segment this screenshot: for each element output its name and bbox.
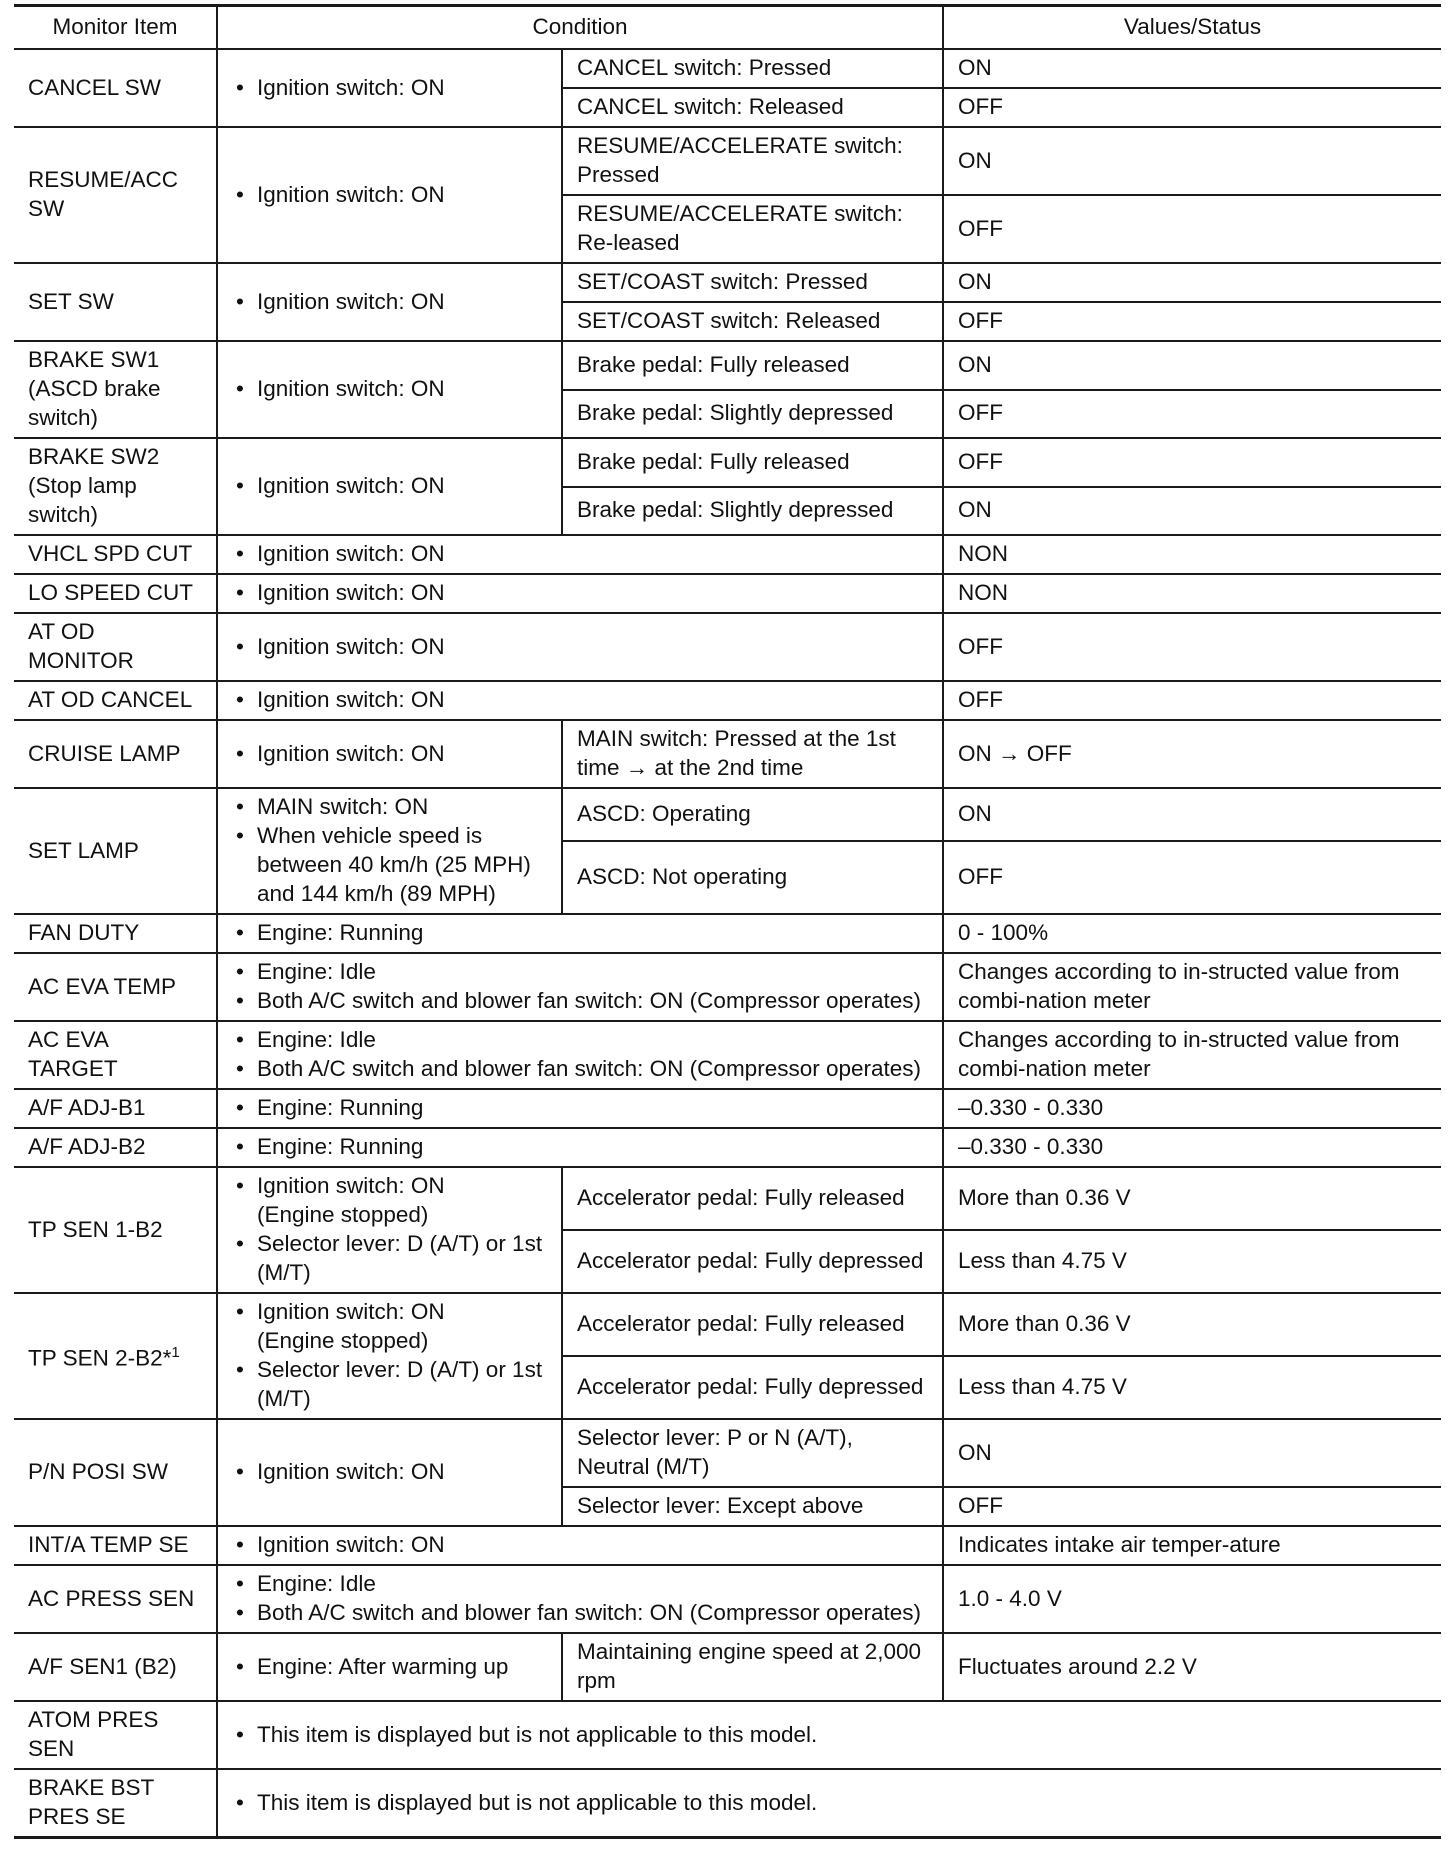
sub-condition-cell: Brake pedal: Fully released [562, 438, 943, 487]
value-cell: OFF [943, 195, 1441, 263]
monitor-item-cell: LO SPEED CUT [14, 574, 217, 613]
condition-cell [217, 788, 562, 914]
value-cell: Changes according to in-structed value from combi-nation meter [943, 953, 1441, 1021]
condition-bullet: • MAIN switch: ON [232, 792, 547, 821]
sub-condition-cell: Accelerator pedal: Fully released [562, 1293, 943, 1356]
header-row [14, 6, 1441, 50]
value-cell: OFF [943, 438, 1441, 487]
monitor-item-cell [14, 1293, 217, 1419]
table-row [14, 681, 1441, 720]
sub-condition-cell: Accelerator pedal: Fully depressed [562, 1230, 943, 1293]
value-cell: OFF [943, 613, 1441, 681]
value-cell: ON [943, 788, 1441, 841]
monitor-item-cell: AC EVA TARGET [14, 1021, 217, 1089]
condition-bullet: • Ignition switch: ON [232, 180, 547, 209]
condition-bullet: • Engine: Running [232, 918, 928, 947]
value-cell: Less than 4.75 V [943, 1230, 1441, 1293]
value-cell: OFF [943, 1487, 1441, 1526]
monitor-item-cell: A/F SEN1 (B2) [14, 1633, 217, 1701]
monitor-item-cell: INT/A TEMP SE [14, 1526, 217, 1565]
value-cell: More than 0.36 V [943, 1293, 1441, 1356]
sub-condition-cell: Selector lever: Except above [562, 1487, 943, 1526]
table-row [14, 1419, 1441, 1487]
value-cell: NON [943, 535, 1441, 574]
condition-line: • Ignition switch: ON [257, 1299, 445, 1324]
sub-condition-cell: MAIN switch: Pressed at the 1st time → at the 2nd time [562, 720, 943, 788]
monitor-item-cell: AC EVA TEMP [14, 953, 217, 1021]
item-label: TP SEN 2-B2* [28, 1345, 172, 1371]
condition-cell [217, 535, 943, 574]
table-row [14, 1701, 1441, 1769]
header-condition: Condition [217, 6, 943, 50]
item-line: (ASCD brake switch) [28, 376, 161, 430]
condition-cell [217, 1526, 943, 1565]
value-cell: OFF [943, 302, 1441, 341]
header-values-status: Values/Status [943, 6, 1441, 50]
value-cell: OFF [943, 88, 1441, 127]
value-cell: ON [943, 263, 1441, 302]
condition-bullet: • Ignition switch: ON [232, 578, 928, 607]
condition-cell [217, 1293, 562, 1419]
table-row [14, 720, 1441, 788]
value-cell: 1.0 - 4.0 V [943, 1565, 1441, 1633]
condition-cell [217, 1419, 562, 1526]
value-cell: ON → OFF [943, 720, 1441, 788]
condition-bullet: • Both A/C switch and blower fan switch: ON (Compressor operates) [232, 1054, 928, 1083]
sub-condition-cell: Brake pedal: Fully released [562, 341, 943, 390]
monitor-item-cell: SET SW [14, 263, 217, 341]
item-line: BRAKE SW1 [28, 347, 160, 372]
sub-condition-cell: SET/COAST switch: Pressed [562, 263, 943, 302]
condition-bullet: • Engine: Idle [232, 1569, 928, 1598]
monitor-item-cell: AT OD MONITOR [14, 613, 217, 681]
table-row [14, 788, 1441, 841]
condition-cell [217, 1021, 943, 1089]
condition-bullet: • Engine: After warming up [232, 1652, 547, 1681]
sub-condition-cell: CANCEL switch: Pressed [562, 49, 943, 88]
monitor-item-cell: CRUISE LAMP [14, 720, 217, 788]
condition-bullet: • Selector lever: D (A/T) or 1st (M/T) [232, 1229, 547, 1287]
condition-cell [217, 720, 562, 788]
value-cell: Less than 4.75 V [943, 1356, 1441, 1419]
table-row [14, 535, 1441, 574]
condition-line: • Ignition switch: ON [257, 1173, 445, 1198]
condition-bullet [232, 1297, 547, 1355]
value-cell: ON [943, 341, 1441, 390]
sub-condition-cell: RESUME/ACCELERATE switch: Pressed [562, 127, 943, 195]
condition-cell [217, 613, 943, 681]
condition-bullet: • Engine: Running [232, 1093, 928, 1122]
sub-condition-cell: Maintaining engine speed at 2,000 rpm [562, 1633, 943, 1701]
monitor-item-cell: SET LAMP [14, 788, 217, 914]
condition-cell [217, 574, 943, 613]
table-row [14, 613, 1441, 681]
value-cell: ON [943, 1419, 1441, 1487]
condition-bullet: • Ignition switch: ON [232, 539, 928, 568]
sub-condition-cell: Accelerator pedal: Fully released [562, 1167, 943, 1230]
table-row [14, 1769, 1441, 1838]
sub-condition-cell: RESUME/ACCELERATE switch: Re-leased [562, 195, 943, 263]
condition-bullet: • Ignition switch: ON [232, 632, 928, 661]
value-cell: Fluctuates around 2.2 V [943, 1633, 1441, 1701]
condition-bullet: • Both A/C switch and blower fan switch: ON (Compressor operates) [232, 1598, 928, 1627]
condition-bullet: • Ignition switch: ON [232, 73, 547, 102]
sub-condition-cell: SET/COAST switch: Released [562, 302, 943, 341]
condition-cell [217, 1128, 943, 1167]
condition-cell [217, 681, 943, 720]
condition-bullet [232, 1171, 547, 1229]
condition-bullet: • Engine: Idle [232, 1025, 928, 1054]
condition-cell [217, 1633, 562, 1701]
table-row [14, 1293, 1441, 1356]
condition-cell [217, 341, 562, 438]
monitor-item-cell: FAN DUTY [14, 914, 217, 953]
monitor-item-cell [14, 341, 217, 438]
condition-cell [217, 1167, 562, 1293]
header-monitor-item: Monitor Item [14, 6, 217, 50]
table-row [14, 341, 1441, 390]
condition-bullet: • Ignition switch: ON [232, 1530, 928, 1559]
condition-bullet: • Engine: Running [232, 1132, 928, 1161]
footnote-marker: 1 [171, 1343, 180, 1361]
table-row [14, 1021, 1441, 1089]
condition-bullet: • Ignition switch: ON [232, 374, 547, 403]
value-cell: More than 0.36 V [943, 1167, 1441, 1230]
condition-bullet: • This item is displayed but is not applicable to this model. [232, 1788, 1427, 1817]
condition-bullet: • Engine: Idle [232, 957, 928, 986]
value-cell: OFF [943, 390, 1441, 439]
monitor-item-cell: CANCEL SW [14, 49, 217, 127]
monitor-item-cell: VHCL SPD CUT [14, 535, 217, 574]
condition-cell [217, 438, 562, 535]
monitor-item-table [14, 4, 1441, 1839]
sub-condition-cell: Brake pedal: Slightly depressed [562, 390, 943, 439]
sub-condition-cell: Selector lever: P or N (A/T), Neutral (M/T) [562, 1419, 943, 1487]
condition-bullet: • When vehicle speed is between 40 km/h (25 MPH) and 144 km/h (89 MPH) [232, 821, 547, 908]
value-cell: –0.330 - 0.330 [943, 1128, 1441, 1167]
condition-cell [217, 127, 562, 263]
table-row [14, 1565, 1441, 1633]
table-row [14, 914, 1441, 953]
condition-bullet: • Ignition switch: ON [232, 1457, 547, 1486]
condition-cell [217, 1701, 1441, 1769]
condition-bullet: • Ignition switch: ON [232, 739, 547, 768]
monitor-item-cell: A/F ADJ-B1 [14, 1089, 217, 1128]
condition-bullet: • Selector lever: D (A/T) or 1st (M/T) [232, 1355, 547, 1413]
value-cell: –0.330 - 0.330 [943, 1089, 1441, 1128]
table-row [14, 49, 1441, 88]
condition-cell [217, 1565, 943, 1633]
value-cell: 0 - 100% [943, 914, 1441, 953]
sub-condition-cell: ASCD: Operating [562, 788, 943, 841]
table-row [14, 127, 1441, 195]
condition-bullet: • Ignition switch: ON [232, 471, 547, 500]
monitor-item-cell: RESUME/ACC SW [14, 127, 217, 263]
condition-cell [217, 49, 562, 127]
condition-cell [217, 263, 562, 341]
condition-bullet: • Ignition switch: ON [232, 685, 928, 714]
value-cell: OFF [943, 681, 1441, 720]
value-cell: NON [943, 574, 1441, 613]
condition-line: (Engine stopped) [257, 1328, 429, 1353]
monitor-item-cell: A/F ADJ-B2 [14, 1128, 217, 1167]
monitor-item-cell: P/N POSI SW [14, 1419, 217, 1526]
condition-cell [217, 953, 943, 1021]
table-row [14, 263, 1441, 302]
monitor-item-cell: AT OD CANCEL [14, 681, 217, 720]
table-row [14, 438, 1441, 487]
table-row [14, 1526, 1441, 1565]
monitor-item-cell: ATOM PRES SEN [14, 1701, 217, 1769]
condition-cell [217, 1089, 943, 1128]
table-row [14, 1633, 1441, 1701]
item-line: (Stop lamp switch) [28, 473, 137, 527]
sub-condition-cell: Accelerator pedal: Fully depressed [562, 1356, 943, 1419]
table-row [14, 1128, 1441, 1167]
monitor-item-cell: TP SEN 1-B2 [14, 1167, 217, 1293]
value-cell: ON [943, 49, 1441, 88]
monitor-item-cell: AC PRESS SEN [14, 1565, 217, 1633]
value-cell: ON [943, 127, 1441, 195]
condition-cell [217, 1769, 1441, 1838]
monitor-item-document [14, 4, 1441, 1839]
condition-bullet: • Ignition switch: ON [232, 287, 547, 316]
item-line: BRAKE SW2 [28, 444, 160, 469]
condition-cell [217, 914, 943, 953]
condition-bullet: • Both A/C switch and blower fan switch: ON (Compressor operates) [232, 986, 928, 1015]
value-cell: Changes according to in-structed value from combi-nation meter [943, 1021, 1441, 1089]
value-cell: Indicates intake air temper-ature [943, 1526, 1441, 1565]
table-row [14, 574, 1441, 613]
condition-bullet: • This item is displayed but is not applicable to this model. [232, 1720, 1427, 1749]
table-row [14, 1089, 1441, 1128]
table-row [14, 953, 1441, 1021]
monitor-item-cell: BRAKE BST PRES SE [14, 1769, 217, 1838]
table-row [14, 1167, 1441, 1230]
monitor-item-cell [14, 438, 217, 535]
value-cell: OFF [943, 841, 1441, 914]
sub-condition-cell: ASCD: Not operating [562, 841, 943, 914]
sub-condition-cell: Brake pedal: Slightly depressed [562, 487, 943, 536]
condition-line: (Engine stopped) [257, 1202, 429, 1227]
sub-condition-cell: CANCEL switch: Released [562, 88, 943, 127]
value-cell: ON [943, 487, 1441, 536]
